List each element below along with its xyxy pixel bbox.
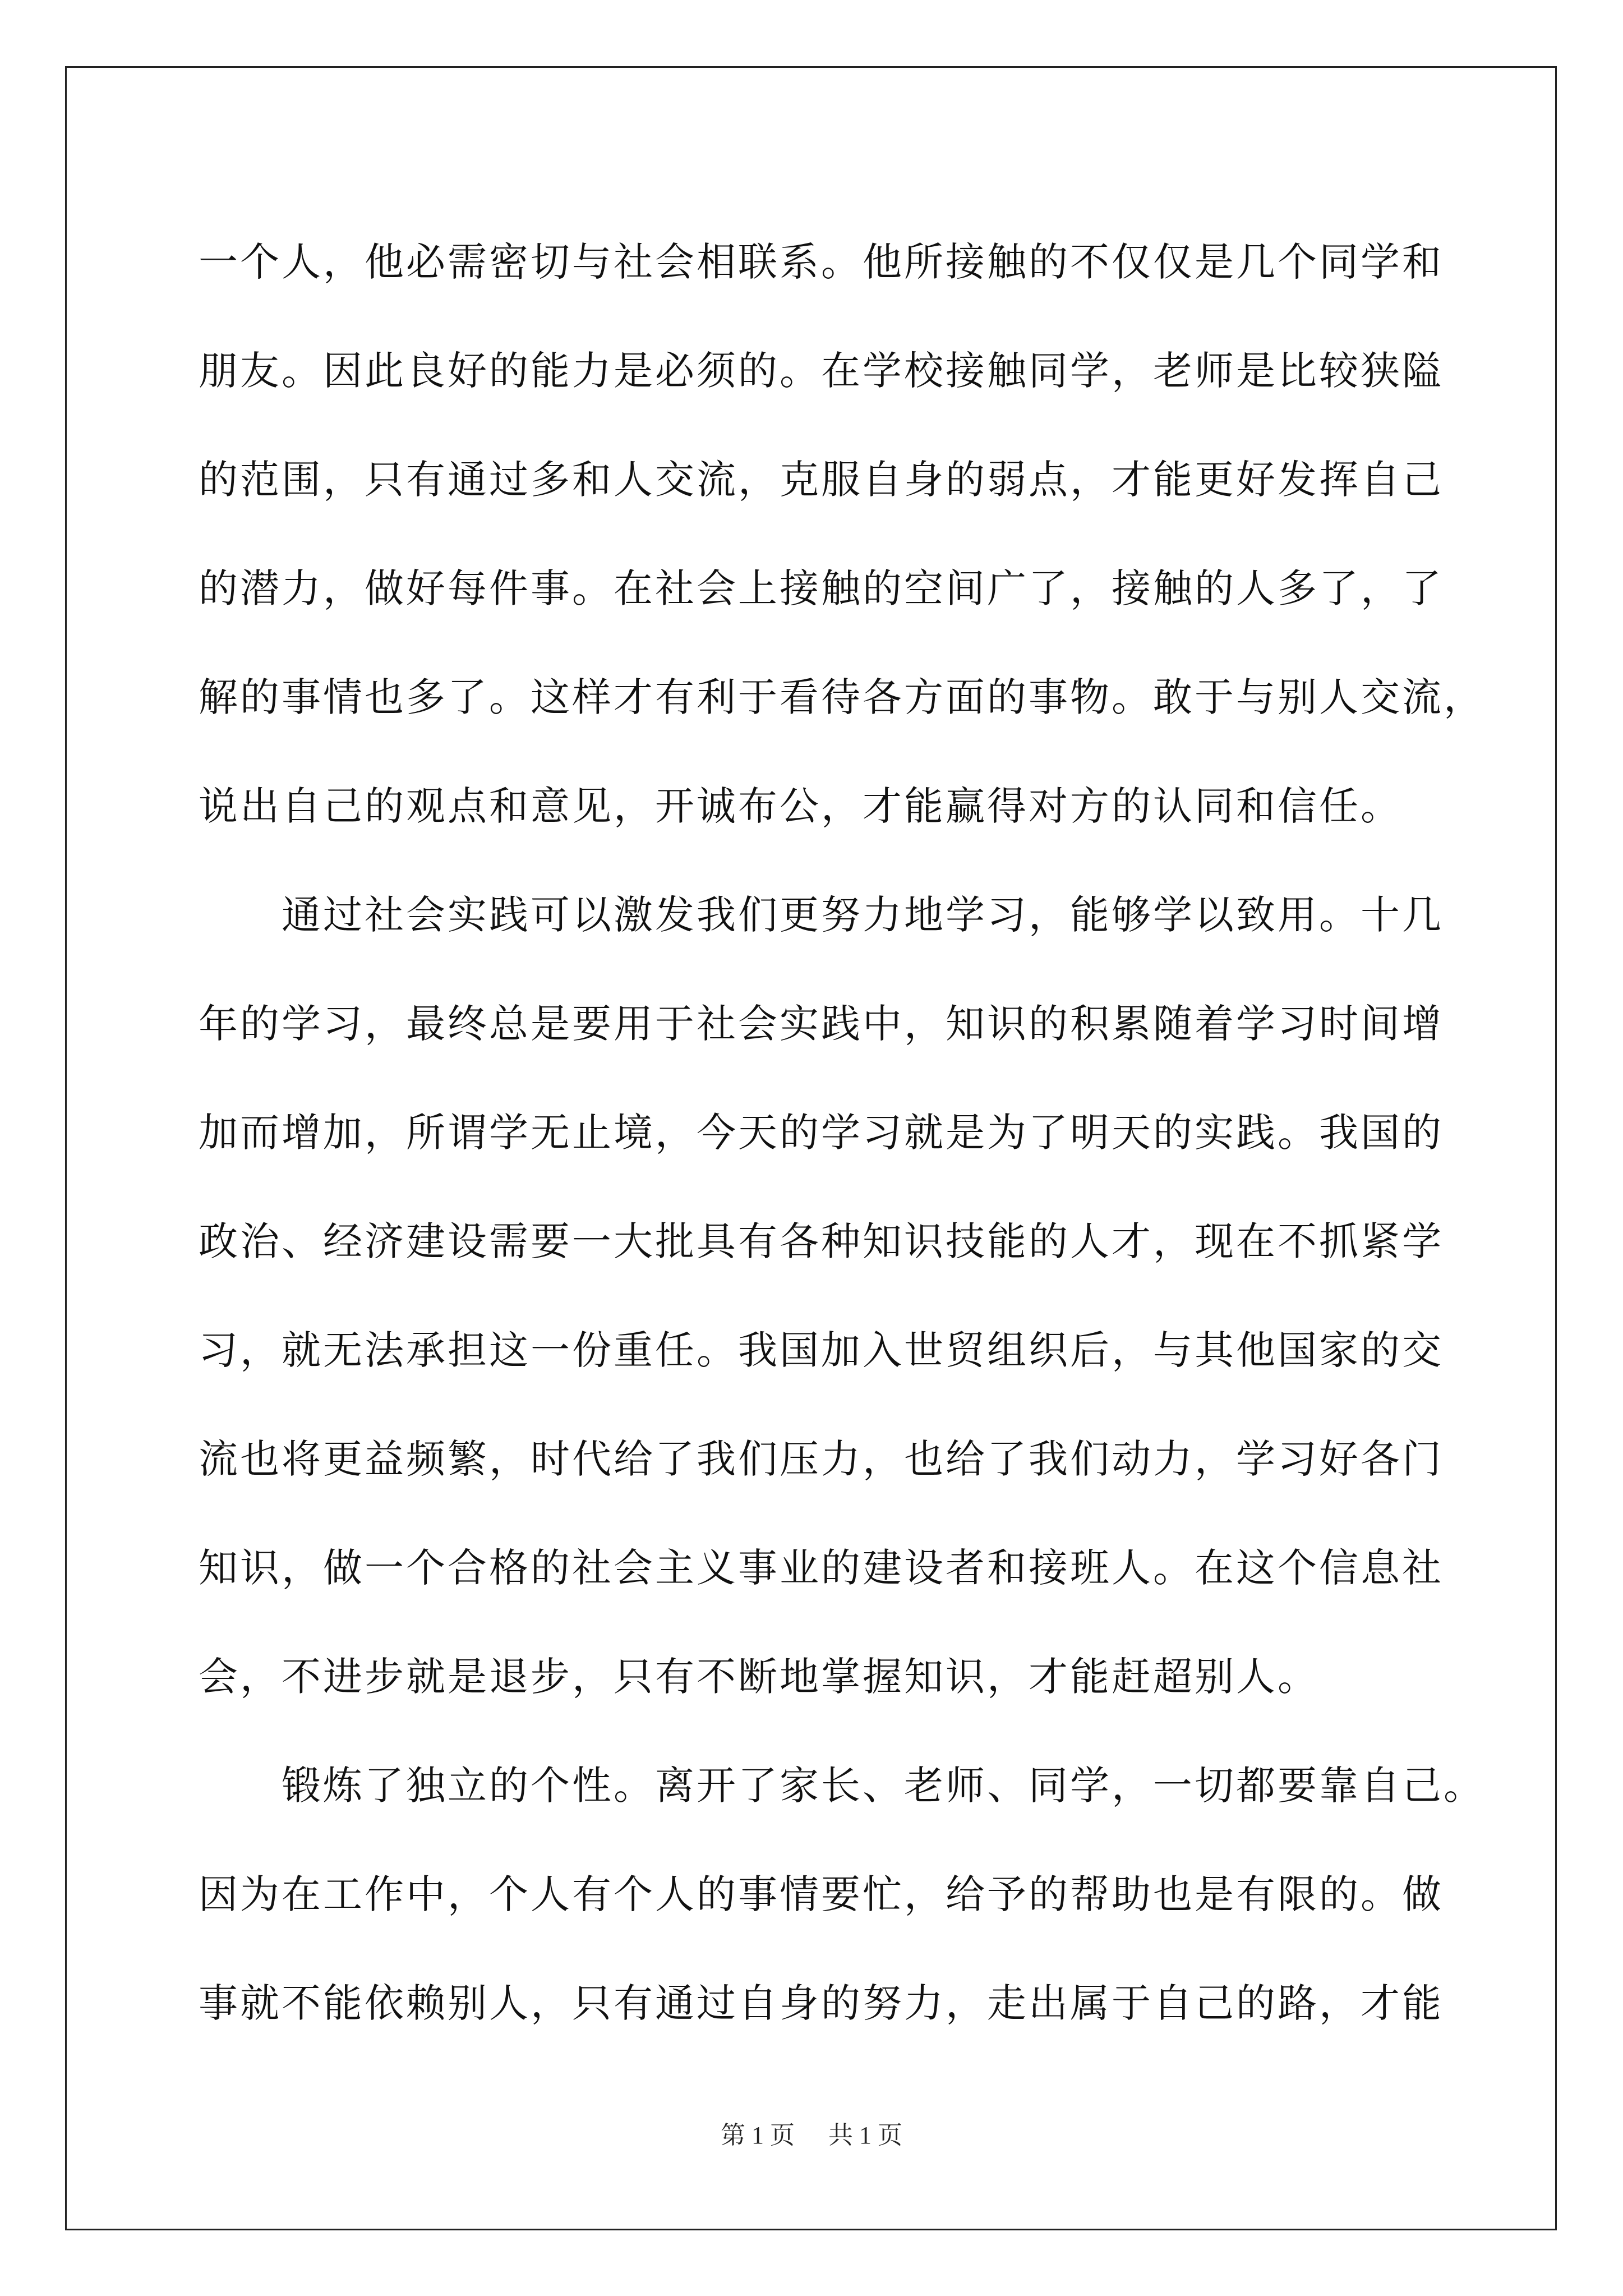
text-line: 解的事情也多了。这样才有利于看待各方面的事物。敢于与别人交流， — [199, 674, 1485, 720]
text-line: 加而增加，所谓学无止境，今天的学习就是为了明天的实践。我国的 — [199, 1110, 1444, 1156]
text-line: 事就不能依赖别人，只有通过自身的努力，走出属于自己的路，才能 — [199, 1980, 1444, 2026]
text-line: 说出自己的观点和意见，开诚布公，才能赢得对方的认同和信任。 — [199, 783, 1402, 829]
text-line: 因为在工作中，个人有个人的事情要忙，给予的帮助也是有限的。做 — [199, 1871, 1444, 1917]
page-total: 共 1 页 — [828, 2122, 902, 2149]
text-line: 习，就无法承担这一份重任。我国加入世贸组织后，与其他国家的交 — [199, 1327, 1444, 1373]
text-line: 流也将更益频繁，时代给了我们压力，也给了我们动力，学习好各门 — [199, 1436, 1444, 1482]
text-line: 的潜力，做好每件事。在社会上接触的空间广了，接触的人多了，了 — [199, 565, 1444, 611]
text-line: 的范围，只有通过多和人交流，克服自身的弱点，才能更好发挥自己 — [199, 457, 1444, 503]
text-line: 朋友。因此良好的能力是必须的。在学校接触同学，老师是比较狭隘 — [199, 348, 1444, 394]
text-line: 知识，做一个合格的社会主义事业的建设者和接班人。在这个信息社 — [199, 1545, 1444, 1591]
text-line: 政治、经济建设需要一大批具有各种知识技能的人才，现在不抓紧学 — [199, 1218, 1444, 1264]
text-line: 通过社会实践可以激发我们更努力地学习，能够学以致用。十几 — [199, 892, 1444, 938]
text-line: 一个人，他必需密切与社会相联系。他所接触的不仅仅是几个同学和 — [199, 239, 1444, 285]
text-line: 年的学习，最终总是要用于社会实践中，知识的积累随着学习时间增 — [199, 1001, 1444, 1047]
page-footer — [0, 2115, 1623, 2151]
document-body — [199, 208, 1485, 2058]
text-line: 会，不进步就是退步，只有不断地掌握知识，才能赶超别人。 — [199, 1654, 1319, 1700]
text-line: 锻炼了独立的个性。离开了家长、老师、同学，一切都要靠自己。 — [199, 1763, 1485, 1809]
page-number: 第 1 页 — [721, 2122, 795, 2149]
